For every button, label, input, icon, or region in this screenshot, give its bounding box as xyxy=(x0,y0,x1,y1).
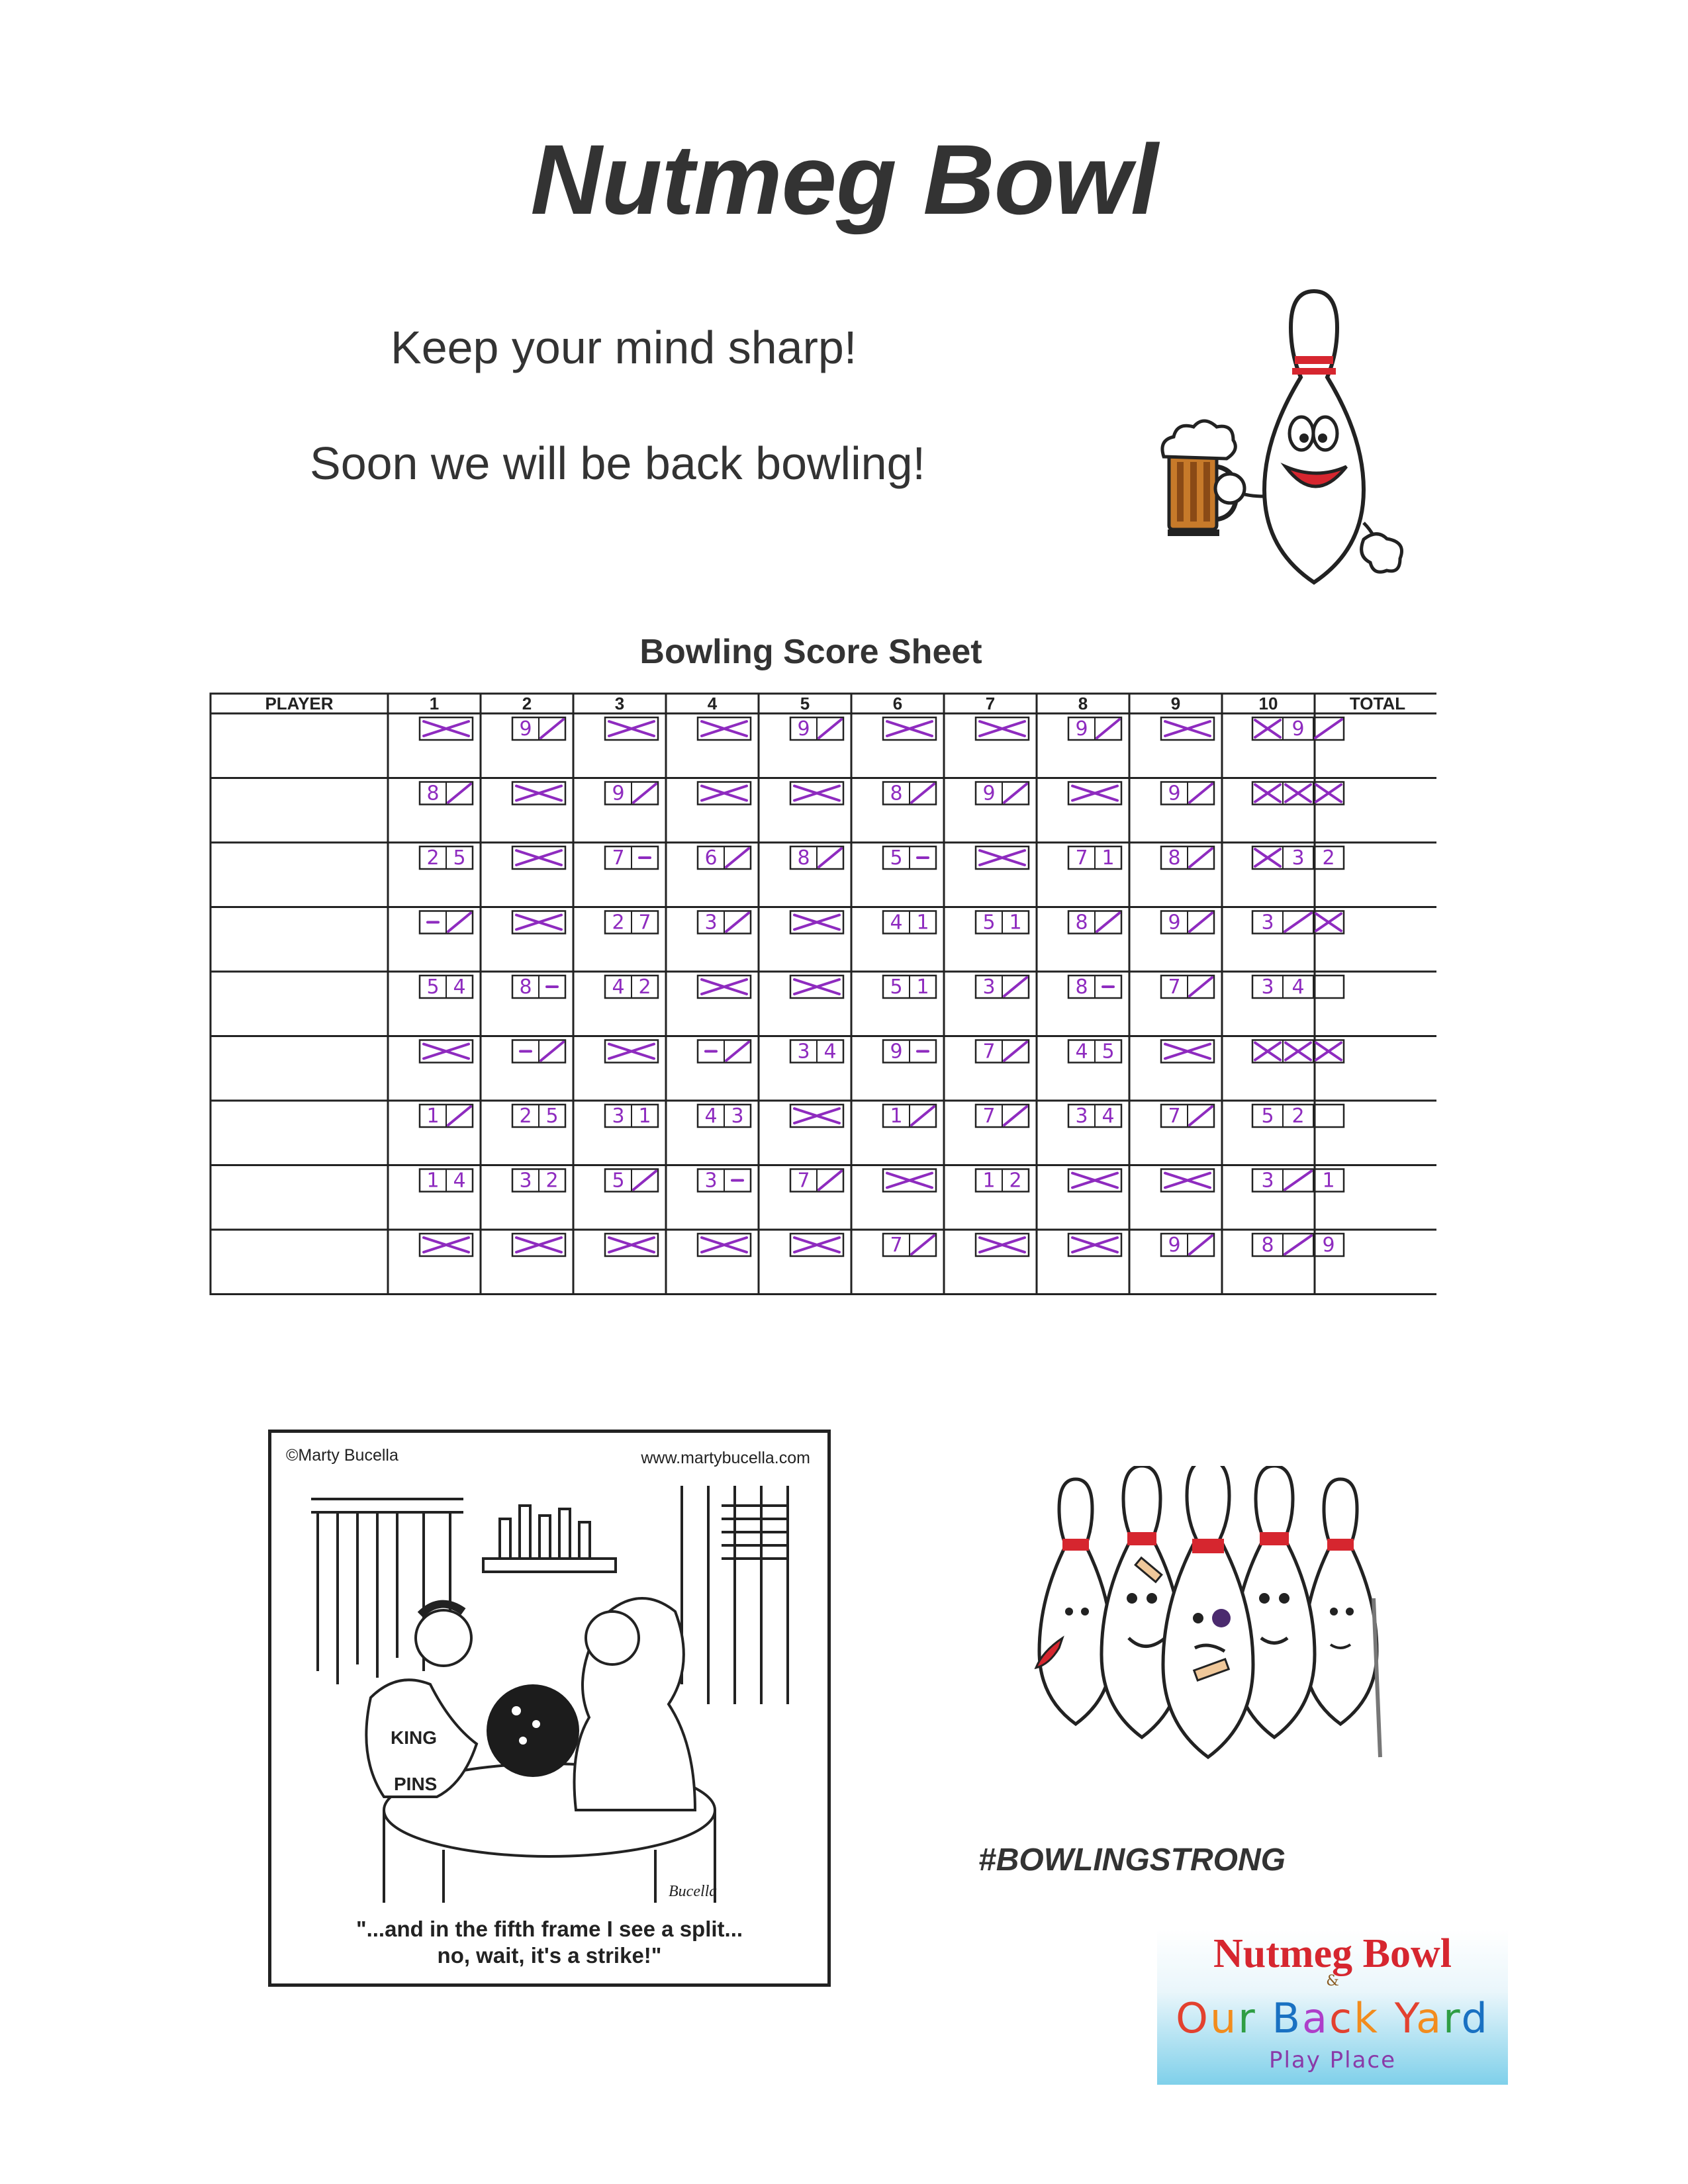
pin-count-mark: 6 xyxy=(704,846,718,870)
pin-count-mark: 3 xyxy=(1291,846,1305,870)
pin-count-mark: 3 xyxy=(1075,1105,1088,1128)
pin-count-mark: 5 xyxy=(1102,1040,1115,1064)
pin-count-mark: 7 xyxy=(1168,976,1181,999)
logo-nutmeg-bowl: Nutmeg Bowl xyxy=(1213,1931,1452,1976)
pin-count-mark: 8 xyxy=(890,782,903,805)
pin-count-mark: 9 xyxy=(1168,911,1181,934)
pin-count-mark: 1 xyxy=(426,1169,440,1193)
pin-count-mark: 3 xyxy=(797,1040,810,1064)
pin-count-mark: 2 xyxy=(1009,1169,1022,1193)
spare-mark xyxy=(726,913,749,932)
pin-count-mark: 4 xyxy=(890,911,903,934)
spare-mark xyxy=(1190,978,1212,996)
cartoon-caption xyxy=(271,1916,827,1969)
spare-mark xyxy=(1285,1171,1311,1190)
spare-mark xyxy=(726,848,749,867)
pin-count-mark: 7 xyxy=(1168,1105,1181,1128)
spare-mark xyxy=(633,784,656,803)
pin-count-mark: 7 xyxy=(890,1234,903,1257)
pin-count-mark: 2 xyxy=(1291,1105,1305,1128)
pin-count-mark: 7 xyxy=(638,911,651,934)
pin-count-mark: 9 xyxy=(1291,717,1305,741)
caption-line-2: no, wait, it's a strike!" xyxy=(437,1943,662,1968)
spare-mark xyxy=(1285,1236,1311,1254)
column-header: 3 xyxy=(614,694,625,713)
pin-count-mark: 7 xyxy=(982,1105,996,1128)
pin-count-mark: 3 xyxy=(704,911,718,934)
score-sheet-table xyxy=(205,688,1436,1310)
column-header: PLAYER xyxy=(265,694,334,713)
pin-count-mark: 9 xyxy=(1322,1234,1335,1257)
hashtag-bowling-strong: #BOWLINGSTRONG xyxy=(978,1843,1286,1878)
pin-count-mark: 1 xyxy=(890,1105,903,1128)
pin-count-mark: 1 xyxy=(916,911,929,934)
pin-count-mark: 8 xyxy=(1075,911,1088,934)
pin-count-mark: 5 xyxy=(453,846,466,870)
spare-mark xyxy=(1190,913,1212,932)
pin-count-mark: 9 xyxy=(1168,782,1181,805)
spare-mark xyxy=(1190,1236,1212,1254)
spare-mark xyxy=(1285,913,1311,932)
spare-mark xyxy=(541,719,563,738)
pin-count-mark: 3 xyxy=(704,1169,718,1193)
pin-count-mark: 9 xyxy=(612,782,625,805)
injured-pins-icon xyxy=(1029,1466,1387,1784)
spare-mark xyxy=(1315,719,1342,738)
pin-count-mark: 5 xyxy=(890,976,903,999)
spare-mark xyxy=(912,1236,934,1254)
pin-count-mark: 5 xyxy=(1261,1105,1274,1128)
spare-mark xyxy=(448,1107,471,1125)
spare-mark xyxy=(726,1042,749,1061)
pin-count-mark: 5 xyxy=(612,1169,625,1193)
pin-count-mark: 9 xyxy=(1168,1234,1181,1257)
pin-count-mark: 4 xyxy=(1102,1105,1115,1128)
pin-count-mark: 9 xyxy=(890,1040,903,1064)
bowling-pin-mascot xyxy=(1145,278,1423,596)
pin-count-mark: 1 xyxy=(1009,911,1022,934)
pin-count-mark: 5 xyxy=(545,1105,559,1128)
tagline-keep-sharp: Keep your mind sharp! xyxy=(391,322,857,373)
cartoon-website: www.martybucella.com xyxy=(641,1449,810,1467)
pin-count-mark: 3 xyxy=(612,1105,625,1128)
spare-mark xyxy=(541,1042,563,1061)
pin-count-mark: 2 xyxy=(1322,846,1335,870)
spare-mark xyxy=(1004,978,1027,996)
tagline-back-bowling: Soon we will be back bowling! xyxy=(310,437,925,489)
column-header: 7 xyxy=(985,694,996,713)
pin-count-mark: 1 xyxy=(1322,1169,1335,1193)
cartoon-credit: ©Marty Bucella xyxy=(286,1446,399,1465)
pin-count-mark: 2 xyxy=(519,1105,532,1128)
pin-count-mark: 4 xyxy=(704,1105,718,1128)
pin-count-mark: 2 xyxy=(612,911,625,934)
spare-mark xyxy=(1004,1042,1027,1061)
column-header: 10 xyxy=(1258,694,1278,713)
pin-count-mark: 8 xyxy=(797,846,810,870)
pin-count-mark: 3 xyxy=(1261,976,1274,999)
pin-count-mark: 2 xyxy=(638,976,651,999)
column-header: 6 xyxy=(892,694,903,713)
pin-count-mark: 4 xyxy=(823,1040,837,1064)
pin-count-mark: 3 xyxy=(982,976,996,999)
pin-count-mark: 7 xyxy=(1075,846,1088,870)
logo-ampersand: & xyxy=(1326,1973,1339,1989)
spare-mark xyxy=(1190,1107,1212,1125)
shirt-text-king: KING xyxy=(391,1727,437,1748)
column-header: 8 xyxy=(1078,694,1088,713)
score-sheet-title: Bowling Score Sheet xyxy=(639,633,982,671)
logo-our-back-yard: Our Back Yard xyxy=(1176,1994,1489,2042)
pin-count-mark: 4 xyxy=(1291,976,1305,999)
spare-mark xyxy=(1097,913,1119,932)
pin-count-mark: 5 xyxy=(982,911,996,934)
pin-count-mark: 4 xyxy=(453,976,466,999)
pin-count-mark: 1 xyxy=(638,1105,651,1128)
pin-count-mark: 4 xyxy=(612,976,625,999)
pin-count-mark: 8 xyxy=(426,782,440,805)
column-header: TOTAL xyxy=(1349,694,1406,713)
pin-count-mark: 1 xyxy=(982,1169,996,1193)
pin-count-mark: 1 xyxy=(1102,846,1115,870)
cartoon-panel xyxy=(268,1430,831,1987)
pin-count-mark: 7 xyxy=(982,1040,996,1064)
pin-count-mark: 8 xyxy=(1261,1234,1274,1257)
pin-count-mark: 8 xyxy=(1168,846,1181,870)
page-title: Nutmeg Bowl xyxy=(530,124,1158,235)
crystal-ball-icon xyxy=(487,1684,579,1777)
caption-line-1: "...and in the fifth frame I see a split... xyxy=(355,1917,743,1941)
spare-mark xyxy=(1004,1107,1027,1125)
spare-mark xyxy=(912,1107,934,1125)
spare-mark xyxy=(1097,719,1119,738)
column-header: 5 xyxy=(800,694,810,713)
pin-count-mark: 4 xyxy=(1075,1040,1088,1064)
spare-mark xyxy=(1190,784,1212,803)
pin-count-mark: 2 xyxy=(426,846,440,870)
spare-mark xyxy=(633,1171,656,1190)
pin-count-mark: 5 xyxy=(426,976,440,999)
spare-mark xyxy=(1004,784,1027,803)
spare-mark xyxy=(819,1171,841,1190)
spare-mark xyxy=(819,719,841,738)
spare-mark xyxy=(1190,848,1212,867)
pin-count-mark: 9 xyxy=(982,782,996,805)
column-header: 9 xyxy=(1170,694,1181,713)
shirt-text-pins: PINS xyxy=(394,1774,438,1794)
pin-count-mark: 3 xyxy=(519,1169,532,1193)
spare-mark xyxy=(819,848,841,867)
pin-count-mark: 9 xyxy=(519,717,532,741)
cartoon-illustration xyxy=(311,1479,794,1903)
column-header: 2 xyxy=(522,694,532,713)
cartoon-signature: Bucella xyxy=(669,1883,718,1900)
column-header: 1 xyxy=(429,694,440,713)
logo-play-place: Play Place xyxy=(1268,2047,1397,2073)
pin-count-mark: 7 xyxy=(612,846,625,870)
pin-count-mark: 4 xyxy=(453,1169,466,1193)
nutmeg-bowl-logo xyxy=(1157,1929,1508,2085)
pin-count-mark: 8 xyxy=(1075,976,1088,999)
pin-count-mark: 1 xyxy=(916,976,929,999)
pin-count-mark: 5 xyxy=(890,846,903,870)
pin-count-mark: 1 xyxy=(426,1105,440,1128)
pin-count-mark: 9 xyxy=(1075,717,1088,741)
pin-count-mark: 2 xyxy=(545,1169,559,1193)
pin-count-mark: 8 xyxy=(519,976,532,999)
spare-mark xyxy=(448,913,471,932)
pin-count-mark: 7 xyxy=(797,1169,810,1193)
column-header: 4 xyxy=(707,694,718,713)
pin-count-mark: 3 xyxy=(731,1105,744,1128)
pin-count-mark: 9 xyxy=(797,717,810,741)
spare-mark xyxy=(912,784,934,803)
pin-count-mark: 3 xyxy=(1261,1169,1274,1193)
spare-mark xyxy=(448,784,471,803)
pin-count-mark: 3 xyxy=(1261,911,1274,934)
